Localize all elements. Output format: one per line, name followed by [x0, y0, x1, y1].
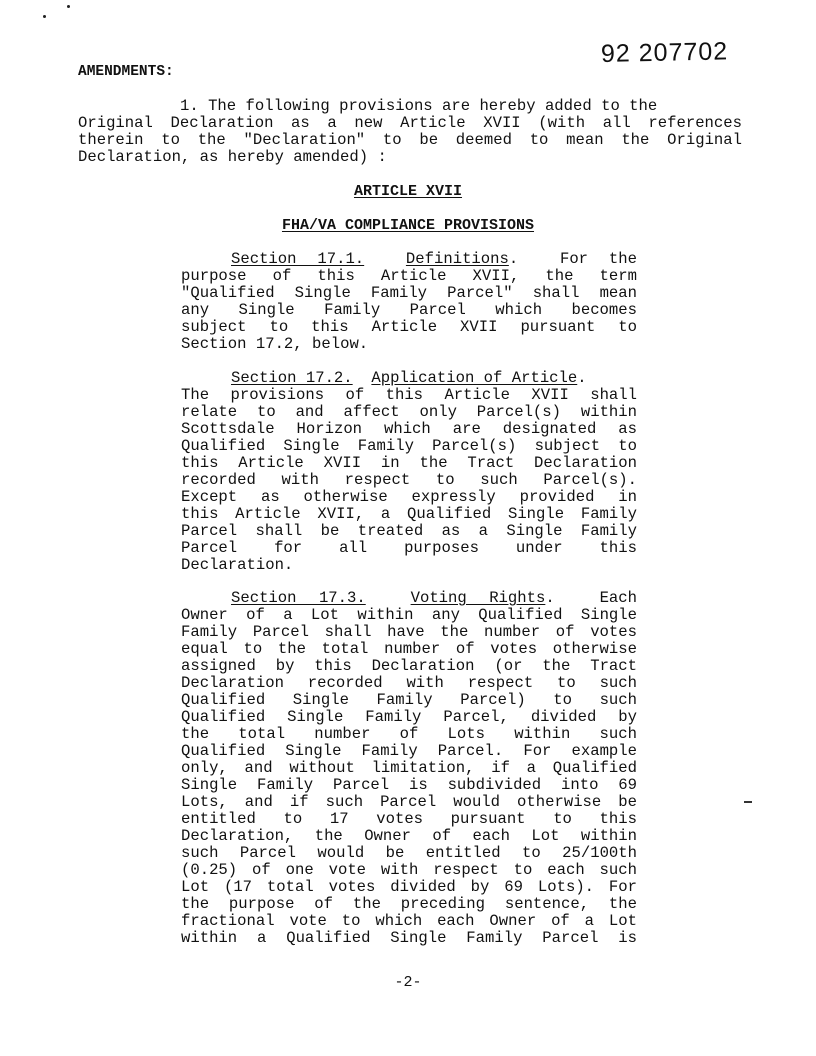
section-line: Qualified Single Family Parcel. For example: [181, 742, 637, 760]
section-17-1: [181, 251, 637, 353]
section-line: Scottsdale Horizon which are designated as: [181, 420, 637, 438]
amendments-heading: AMENDMENTS:: [78, 64, 174, 80]
section-line: entitled to 17 votes pursuant to this: [181, 810, 637, 828]
section-line: Single Family Parcel is subdivided into 69: [181, 776, 637, 794]
section-number: Section 17.1.: [231, 250, 365, 268]
intro-line: therein to the "Declaration" to be deemed to mean the Original: [78, 131, 742, 149]
section-line: Qualified Single Family Parcel) to such: [181, 691, 637, 709]
section-line: fractional vote to which each Owner of a Lot: [181, 912, 637, 930]
section-line: Parcel for all purposes under this: [181, 539, 637, 557]
section-title: Application of Article: [371, 369, 578, 387]
section-line: Lot (17 total votes divided by 69 Lots). For: [181, 878, 637, 896]
section-line: Except as otherwise expressly provided in: [181, 488, 637, 506]
section-line: recorded with respect to such Parcel(s).: [181, 471, 637, 489]
section-first-line: Section 17.1. Definitions. For the: [231, 250, 637, 268]
section-line: purpose of this Article XVII, the term: [181, 267, 637, 285]
scan-mark: [744, 801, 752, 803]
page-number: -2-: [394, 974, 422, 991]
section-line: (0.25) of one vote with respect to each such: [181, 861, 637, 879]
article-title: ARTICLE XVII: [353, 183, 463, 200]
section-first-line: Section 17.3. Voting Rights. Each: [231, 589, 638, 607]
intro-line: Declaration, as hereby amended) :: [78, 148, 387, 166]
section-title: Definitions: [405, 250, 509, 268]
section-line: Lots, and if such Parcel would otherwise be: [181, 793, 637, 811]
section-17-2: [181, 370, 637, 574]
section-line: Qualified Single Family Parcel(s) subject to: [181, 437, 637, 455]
section-line: Family Parcel shall have the number of votes: [181, 623, 637, 641]
section-text: For the: [559, 250, 637, 268]
section-title: Voting Rights: [410, 589, 546, 607]
section-text: Each: [599, 589, 638, 607]
section-line: only, and without limitation, if a Qualified: [181, 759, 637, 777]
section-line: assigned by this Declaration (or the Tract: [181, 657, 637, 675]
section-number: Section 17.3.: [231, 589, 366, 607]
section-first-line: Section 17.2. Application of Article.: [231, 369, 587, 387]
section-line: Declaration recorded with respect to such: [181, 674, 637, 692]
section-line: "Qualified Single Family Parcel" shall mean: [181, 284, 637, 302]
section-line: this Article XVII in the Tract Declaration: [181, 454, 637, 472]
scan-speck: [67, 5, 70, 8]
section-line: Section 17.2, below.: [181, 335, 369, 353]
section-line: equal to the total number of votes otherwise: [181, 640, 637, 658]
intro-paragraph: [78, 98, 742, 166]
scan-speck: [43, 15, 46, 18]
section-line: Qualified Single Family Parcel, divided by: [181, 708, 637, 726]
section-number: Section 17.2.: [231, 369, 353, 387]
section-line: any Single Family Parcel which becomes: [181, 301, 637, 319]
section-line: within a Qualified Single Family Parcel is: [181, 929, 637, 947]
section-line: this Article XVII, a Qualified Single Family: [181, 505, 637, 523]
recording-number: 92 207702: [600, 37, 729, 68]
section-line: Parcel shall be treated as a Single Family: [181, 522, 637, 540]
section-line: the purpose of the preceding sentence, the: [181, 895, 637, 913]
section-line: the total number of Lots within such: [181, 725, 637, 743]
section-17-3: [181, 590, 637, 947]
section-line: Declaration.: [181, 556, 294, 574]
section-line: The provisions of this Article XVII shall: [181, 386, 637, 404]
section-line: relate to and affect only Parcel(s) within: [181, 403, 637, 421]
section-line: such Parcel would be entitled to 25/100th: [181, 844, 637, 862]
intro-line: 1. The following provisions are hereby added to the: [180, 97, 658, 115]
section-line: Owner of a Lot within any Qualified Single: [181, 606, 637, 624]
section-line: subject to this Article XVII pursuant to: [181, 318, 637, 336]
provisions-title: FHA/VA COMPLIANCE PROVISIONS: [281, 217, 535, 234]
intro-line: Original Declaration as a new Article XVII (with all references: [78, 114, 742, 132]
section-line: Declaration, the Owner of each Lot within: [181, 827, 637, 845]
